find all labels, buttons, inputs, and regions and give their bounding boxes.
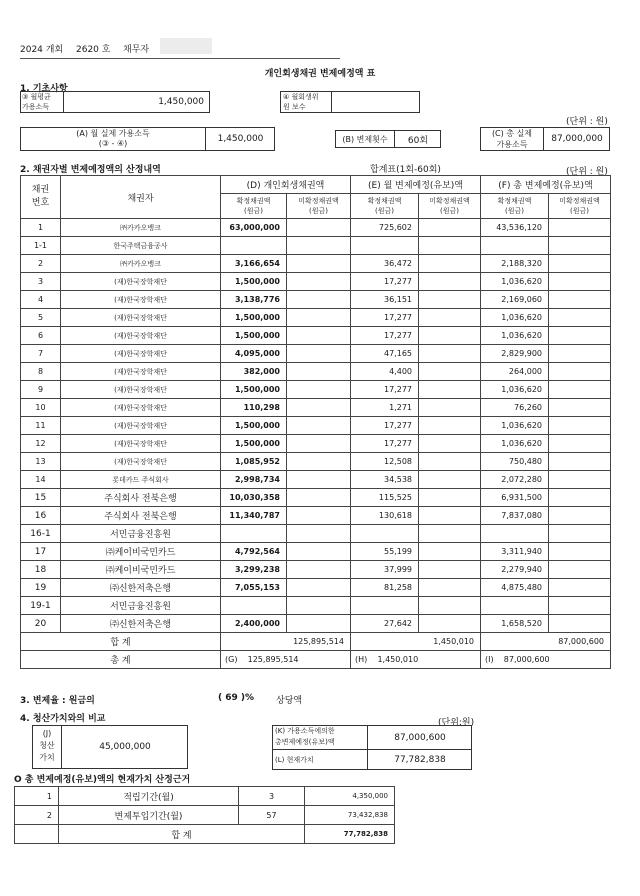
- unconfirmed-claim-cell: [287, 579, 351, 597]
- a-label: (A) 월 실제 가용소득: [76, 129, 150, 138]
- table-row: [21, 345, 611, 363]
- total-g: (G) 125,895,514: [221, 651, 351, 669]
- creditor-cell: 주식회사 전북은행: [61, 489, 221, 507]
- unconfirmed-claim-cell: [287, 471, 351, 489]
- creditor-cell: 롯데카드 주식회사: [61, 471, 221, 489]
- monthly-unconfirmed-cell: [419, 399, 481, 417]
- bond-no-cell: 1-1: [21, 237, 61, 255]
- unconfirmed-claim-cell: [287, 489, 351, 507]
- header-e-unconfirmed: 미확정채권액 (원금): [419, 194, 481, 219]
- creditor-cell: (재)한국장학재단: [61, 345, 221, 363]
- confirmed-claim-cell: 3,138,776: [221, 291, 287, 309]
- total-unconfirmed-cell: [549, 273, 611, 291]
- pv-sum-label: 합 계: [59, 825, 305, 844]
- pv-row-label: 적립기간(월): [59, 787, 239, 806]
- monthly-confirmed-cell: 1,271: [351, 399, 419, 417]
- monthly-unconfirmed-cell: [419, 309, 481, 327]
- basics-section-title: 1. 기초사항: [20, 84, 68, 94]
- header-f-confirmed: 확정채권액 (원금): [481, 194, 549, 219]
- unconfirmed-claim-cell: [287, 291, 351, 309]
- monthly-unconfirmed-cell: [419, 525, 481, 543]
- monthly-unconfirmed-cell: [419, 615, 481, 633]
- monthly-confirmed-cell: 17,277: [351, 309, 419, 327]
- confirmed-claim-cell: 1,500,000: [221, 435, 287, 453]
- monthly-unconfirmed-cell: [419, 417, 481, 435]
- total-confirmed-cell: 6,931,500: [481, 489, 549, 507]
- monthly-confirmed-cell: 725,602: [351, 219, 419, 237]
- creditor-cell: (재)한국장학재단: [61, 417, 221, 435]
- bond-no-cell: 11: [21, 417, 61, 435]
- bond-no-cell: 13: [21, 453, 61, 471]
- monthly-unconfirmed-cell: [419, 453, 481, 471]
- monthly-confirmed-cell: 36,472: [351, 255, 419, 273]
- creditor-cell: ㈜신한저축은행: [61, 579, 221, 597]
- total-unconfirmed-cell: [549, 507, 611, 525]
- unconfirmed-claim-cell: [287, 561, 351, 579]
- creditor-cell: (재)한국장학재단: [61, 291, 221, 309]
- creditor-cell: 주식회사 전북은행: [61, 507, 221, 525]
- total-unconfirmed-cell: [549, 255, 611, 273]
- sum-label: 합 계: [21, 633, 221, 651]
- monthly-unconfirmed-cell: [419, 381, 481, 399]
- unconfirmed-claim-cell: [287, 237, 351, 255]
- total-confirmed-cell: [481, 525, 549, 543]
- bond-no-cell: 19-1: [21, 597, 61, 615]
- unconfirmed-claim-cell: [287, 435, 351, 453]
- c-label-2: 가용소득: [496, 140, 528, 149]
- case-year: 2024 개회: [20, 45, 64, 55]
- monthly-confirmed-cell: 17,277: [351, 273, 419, 291]
- liquidation-unit: (단위:원): [438, 718, 475, 728]
- bond-no-cell: 16-1: [21, 525, 61, 543]
- bond-no-cell: 10: [21, 399, 61, 417]
- monthly-unconfirmed-cell: [419, 255, 481, 273]
- total-unconfirmed-cell: [549, 417, 611, 435]
- repayment-rate-suffix: 상당액: [276, 696, 303, 706]
- total-confirmed-cell: 264,000: [481, 363, 549, 381]
- total-confirmed-cell: 2,279,940: [481, 561, 549, 579]
- bond-no-cell: 1: [21, 219, 61, 237]
- monthly-unconfirmed-cell: [419, 291, 481, 309]
- confirmed-claim-cell: 4,792,564: [221, 543, 287, 561]
- monthly-unconfirmed-cell: [419, 327, 481, 345]
- confirmed-claim-cell: 1,500,000: [221, 417, 287, 435]
- total-unconfirmed-cell: [549, 237, 611, 255]
- repayment-table: [20, 175, 611, 669]
- table-row: [21, 597, 611, 615]
- pv-row-months: 3: [239, 787, 305, 806]
- header-d: (D) 개인회생채권액: [221, 176, 351, 194]
- total-confirmed-cell: 2,169,060: [481, 291, 549, 309]
- total-confirmed-cell: 2,072,280: [481, 471, 549, 489]
- bond-no-cell: 7: [21, 345, 61, 363]
- confirmed-claim-cell: 1,500,000: [221, 309, 287, 327]
- monthly-unconfirmed-cell: [419, 489, 481, 507]
- total-unconfirmed-cell: [549, 579, 611, 597]
- monthly-income-label-2: 가용소득: [22, 103, 50, 111]
- table-row: [21, 435, 611, 453]
- l-value: 77,782,838: [394, 755, 446, 765]
- pv-row-amount: 73,432,838: [305, 806, 395, 825]
- total-confirmed-cell: 76,260: [481, 399, 549, 417]
- creditor-cell: (재)한국장학재단: [61, 381, 221, 399]
- table-row: [21, 561, 611, 579]
- j-value: 45,000,000: [99, 742, 151, 752]
- redacted-name-block: [160, 38, 212, 54]
- unconfirmed-claim-cell: [287, 255, 351, 273]
- table-row: [21, 543, 611, 561]
- monthly-confirmed-cell: 17,277: [351, 417, 419, 435]
- monthly-confirmed-cell: 34,538: [351, 471, 419, 489]
- b-label: (B) 변제횟수: [342, 134, 388, 144]
- unconfirmed-claim-cell: [287, 525, 351, 543]
- header-d-confirmed: 확정채권액 (원금): [221, 194, 287, 219]
- basics-unit: (단위 : 원): [566, 117, 608, 127]
- table-row: [21, 615, 611, 633]
- table-row: [21, 381, 611, 399]
- repayment-rate-label: 3. 변제율 : 원금의: [20, 696, 95, 706]
- b-value: 60회: [407, 135, 429, 146]
- repayment-rate-value: ( 69 )%: [218, 693, 255, 703]
- creditor-cell: 한국주택금융공사: [61, 237, 221, 255]
- sum-d: 125,895,514: [221, 633, 351, 651]
- total-confirmed-cell: 4,875,480: [481, 579, 549, 597]
- confirmed-claim-cell: 10,030,358: [221, 489, 287, 507]
- confirmed-claim-cell: 1,500,000: [221, 327, 287, 345]
- total-unconfirmed-cell: [549, 399, 611, 417]
- living-fee-label: ④ 월회생위: [283, 93, 319, 101]
- sum-f: 87,000,600: [481, 633, 611, 651]
- pv-row-months: 57: [239, 806, 305, 825]
- confirmed-claim-cell: 2,998,734: [221, 471, 287, 489]
- table-row: [21, 579, 611, 597]
- present-value-row: [15, 806, 395, 825]
- unconfirmed-claim-cell: [287, 381, 351, 399]
- liquidation-section-title: 4. 청산가치와의 비교: [20, 714, 106, 724]
- monthly-unconfirmed-cell: [419, 435, 481, 453]
- confirmed-claim-cell: 110,298: [221, 399, 287, 417]
- k-label: (K) 가용소득에의한 총변제예정(유보)액: [275, 727, 335, 746]
- table-row: [21, 399, 611, 417]
- pv-row-no: 1: [15, 787, 59, 806]
- table-row: [21, 237, 611, 255]
- monthly-unconfirmed-cell: [419, 543, 481, 561]
- creditor-cell: 서민금융진흥원: [61, 597, 221, 615]
- total-confirmed-cell: 3,311,940: [481, 543, 549, 561]
- confirmed-claim-cell: 63,000,000: [221, 219, 287, 237]
- bond-no-cell: 16: [21, 507, 61, 525]
- table-row: [21, 309, 611, 327]
- pv-row-amount: 4,350,000: [305, 787, 395, 806]
- pv-row-label: 변제투입기간(월): [59, 806, 239, 825]
- header-rule: [20, 58, 340, 59]
- confirmed-claim-cell: [221, 597, 287, 615]
- table-row: [21, 291, 611, 309]
- c-value: 87,000,000: [551, 134, 603, 144]
- total-unconfirmed-cell: [549, 525, 611, 543]
- header-e: (E) 월 변제예정(유보)액: [351, 176, 481, 194]
- monthly-confirmed-cell: 17,277: [351, 435, 419, 453]
- total-unconfirmed-cell: [549, 381, 611, 399]
- unconfirmed-claim-cell: [287, 399, 351, 417]
- confirmed-claim-cell: 1,500,000: [221, 381, 287, 399]
- j-label: (J) 청산 가치: [39, 729, 55, 762]
- confirmed-claim-cell: 7,055,153: [221, 579, 287, 597]
- creditor-cell: (재)한국장학재단: [61, 453, 221, 471]
- total-unconfirmed-cell: [549, 309, 611, 327]
- total-confirmed-cell: 1,036,620: [481, 381, 549, 399]
- bond-no-cell: 2: [21, 255, 61, 273]
- unconfirmed-claim-cell: [287, 417, 351, 435]
- total-unconfirmed-cell: [549, 615, 611, 633]
- monthly-confirmed-cell: [351, 237, 419, 255]
- bond-no-cell: 9: [21, 381, 61, 399]
- header-bond-no: 채권 번호: [21, 176, 61, 219]
- header-creditor: 채권자: [61, 176, 221, 219]
- unconfirmed-claim-cell: [287, 309, 351, 327]
- total-confirmed-cell: 2,188,320: [481, 255, 549, 273]
- creditor-cell: (재)한국장학재단: [61, 363, 221, 381]
- total-confirmed-cell: 1,036,620: [481, 309, 549, 327]
- total-confirmed-cell: 1,036,620: [481, 273, 549, 291]
- creditor-cell: ㈜케이비국민카드: [61, 543, 221, 561]
- creditor-cell: (재)한국장학재단: [61, 435, 221, 453]
- total-confirmed-cell: [481, 237, 549, 255]
- total-h: (H) 1,450,010: [351, 651, 481, 669]
- total-confirmed-cell: 750,480: [481, 453, 549, 471]
- monthly-unconfirmed-cell: [419, 345, 481, 363]
- total-confirmed-cell: 43,536,120: [481, 219, 549, 237]
- total-unconfirmed-cell: [549, 597, 611, 615]
- monthly-unconfirmed-cell: [419, 471, 481, 489]
- monthly-confirmed-cell: 130,618: [351, 507, 419, 525]
- unconfirmed-claim-cell: [287, 345, 351, 363]
- monthly-unconfirmed-cell: [419, 579, 481, 597]
- total-confirmed-cell: 7,837,080: [481, 507, 549, 525]
- l-label: (L) 현재가치: [275, 756, 314, 764]
- table-unit: (단위 : 원): [566, 167, 608, 177]
- confirmed-claim-cell: 382,000: [221, 363, 287, 381]
- table-row: [21, 453, 611, 471]
- creditor-cell: ㈜신한저축은행: [61, 615, 221, 633]
- confirmed-claim-cell: 4,095,000: [221, 345, 287, 363]
- monthly-unconfirmed-cell: [419, 561, 481, 579]
- confirmed-claim-cell: 1,085,952: [221, 453, 287, 471]
- creditor-cell: ㈜카카오뱅크: [61, 255, 221, 273]
- monthly-confirmed-cell: 17,277: [351, 381, 419, 399]
- total-unconfirmed-cell: [549, 327, 611, 345]
- unconfirmed-claim-cell: [287, 327, 351, 345]
- total-label: 총 계: [21, 651, 221, 669]
- total-unconfirmed-cell: [549, 291, 611, 309]
- confirmed-claim-cell: [221, 525, 287, 543]
- monthly-confirmed-cell: 55,199: [351, 543, 419, 561]
- document-title: 개인회생채권 변제예정액 표: [264, 69, 376, 79]
- table-row: [21, 363, 611, 381]
- monthly-confirmed-cell: 4,400: [351, 363, 419, 381]
- sum-e: 1,450,010: [351, 633, 481, 651]
- bond-no-cell: 4: [21, 291, 61, 309]
- present-value-section-title: O 총 변제예정(유보)액의 현재가치 산정근거: [14, 775, 191, 785]
- total-unconfirmed-cell: [549, 489, 611, 507]
- debtor-label: 채무자: [123, 45, 150, 55]
- total-unconfirmed-cell: [549, 219, 611, 237]
- monthly-unconfirmed-cell: [419, 237, 481, 255]
- monthly-unconfirmed-cell: [419, 219, 481, 237]
- k-value: 87,000,600: [394, 732, 446, 743]
- table-sum-note: 합계표(1회-60회): [370, 165, 441, 175]
- total-unconfirmed-cell: [549, 543, 611, 561]
- total-unconfirmed-cell: [549, 561, 611, 579]
- total-i: (I) 87,000,600: [481, 651, 611, 669]
- unconfirmed-claim-cell: [287, 597, 351, 615]
- unconfirmed-claim-cell: [287, 453, 351, 471]
- table-row: [21, 507, 611, 525]
- living-fee-label-2: 원 보수: [283, 103, 306, 111]
- monthly-unconfirmed-cell: [419, 597, 481, 615]
- unconfirmed-claim-cell: [287, 273, 351, 291]
- monthly-confirmed-cell: 37,999: [351, 561, 419, 579]
- header-f-unconfirmed: 미확정채권액 (원금): [549, 194, 611, 219]
- monthly-income-label: ③ 월평균: [22, 93, 51, 101]
- monthly-confirmed-cell: 81,258: [351, 579, 419, 597]
- monthly-unconfirmed-cell: [419, 273, 481, 291]
- confirmed-claim-cell: 11,340,787: [221, 507, 287, 525]
- total-confirmed-cell: 1,036,620: [481, 327, 549, 345]
- monthly-confirmed-cell: 36,151: [351, 291, 419, 309]
- total-unconfirmed-cell: [549, 453, 611, 471]
- table-row: [21, 327, 611, 345]
- table-row: [21, 417, 611, 435]
- unconfirmed-claim-cell: [287, 219, 351, 237]
- bond-no-cell: 3: [21, 273, 61, 291]
- table-row: [21, 525, 611, 543]
- table-row: [21, 255, 611, 273]
- living-fee-value: [332, 91, 420, 113]
- creditor-cell: (재)한국장학재단: [61, 273, 221, 291]
- unconfirmed-claim-cell: [287, 363, 351, 381]
- monthly-confirmed-cell: 47,165: [351, 345, 419, 363]
- bond-no-cell: 14: [21, 471, 61, 489]
- total-confirmed-cell: 1,036,620: [481, 417, 549, 435]
- confirmed-claim-cell: [221, 237, 287, 255]
- bond-no-cell: 15: [21, 489, 61, 507]
- unconfirmed-claim-cell: [287, 615, 351, 633]
- header-f: (F) 총 변제예정(유보)액: [481, 176, 611, 194]
- total-unconfirmed-cell: [549, 363, 611, 381]
- monthly-confirmed-cell: [351, 525, 419, 543]
- total-confirmed-cell: 1,658,520: [481, 615, 549, 633]
- creditor-cell: (재)한국장학재단: [61, 399, 221, 417]
- present-value-table: [14, 786, 395, 844]
- confirmed-claim-cell: 3,166,654: [221, 255, 287, 273]
- table-row: [21, 273, 611, 291]
- confirmed-claim-cell: 2,400,000: [221, 615, 287, 633]
- c-label: (C) 총 실제: [491, 129, 533, 138]
- monthly-income-value: 1,450,000: [158, 97, 204, 107]
- bond-no-cell: 5: [21, 309, 61, 327]
- bond-no-cell: 12: [21, 435, 61, 453]
- monthly-confirmed-cell: [351, 597, 419, 615]
- creditor-cell: ㈜케이비국민카드: [61, 561, 221, 579]
- table-row: [21, 471, 611, 489]
- present-value-row: [15, 787, 395, 806]
- header-d-unconfirmed: 미확정채권액 (원금): [287, 194, 351, 219]
- total-unconfirmed-cell: [549, 345, 611, 363]
- bond-no-cell: 19: [21, 579, 61, 597]
- bond-no-cell: 8: [21, 363, 61, 381]
- creditor-cell: 서민금융진흥원: [61, 525, 221, 543]
- a-value: 1,450,000: [217, 134, 264, 144]
- monthly-confirmed-cell: 17,277: [351, 327, 419, 345]
- table-row: [21, 219, 611, 237]
- bond-no-cell: 6: [21, 327, 61, 345]
- bond-no-cell: 20: [21, 615, 61, 633]
- bond-no-cell: 18: [21, 561, 61, 579]
- creditor-cell: (재)한국장학재단: [61, 327, 221, 345]
- unconfirmed-claim-cell: [287, 507, 351, 525]
- monthly-confirmed-cell: 12,508: [351, 453, 419, 471]
- confirmed-claim-cell: 1,500,000: [221, 273, 287, 291]
- table-section-title: 2. 채권자별 변제예정액의 산정내역: [20, 165, 161, 175]
- header-e-confirmed: 확정채권액 (원금): [351, 194, 419, 219]
- monthly-confirmed-cell: 115,525: [351, 489, 419, 507]
- unconfirmed-claim-cell: [287, 543, 351, 561]
- case-number: 2620 호: [76, 45, 111, 55]
- monthly-unconfirmed-cell: [419, 363, 481, 381]
- table-row: [21, 489, 611, 507]
- monthly-confirmed-cell: 27,642: [351, 615, 419, 633]
- monthly-unconfirmed-cell: [419, 507, 481, 525]
- confirmed-claim-cell: 3,299,238: [221, 561, 287, 579]
- total-confirmed-cell: 2,829,900: [481, 345, 549, 363]
- pv-row-no: 2: [15, 806, 59, 825]
- creditor-cell: (재)한국장학재단: [61, 309, 221, 327]
- pv-sum-amount: 77,782,838: [305, 825, 395, 844]
- creditor-cell: ㈜카카오뱅크: [61, 219, 221, 237]
- total-unconfirmed-cell: [549, 471, 611, 489]
- a-label-2: (③ - ④): [98, 139, 128, 148]
- total-unconfirmed-cell: [549, 435, 611, 453]
- total-confirmed-cell: 1,036,620: [481, 435, 549, 453]
- bond-no-cell: 17: [21, 543, 61, 561]
- total-confirmed-cell: [481, 597, 549, 615]
